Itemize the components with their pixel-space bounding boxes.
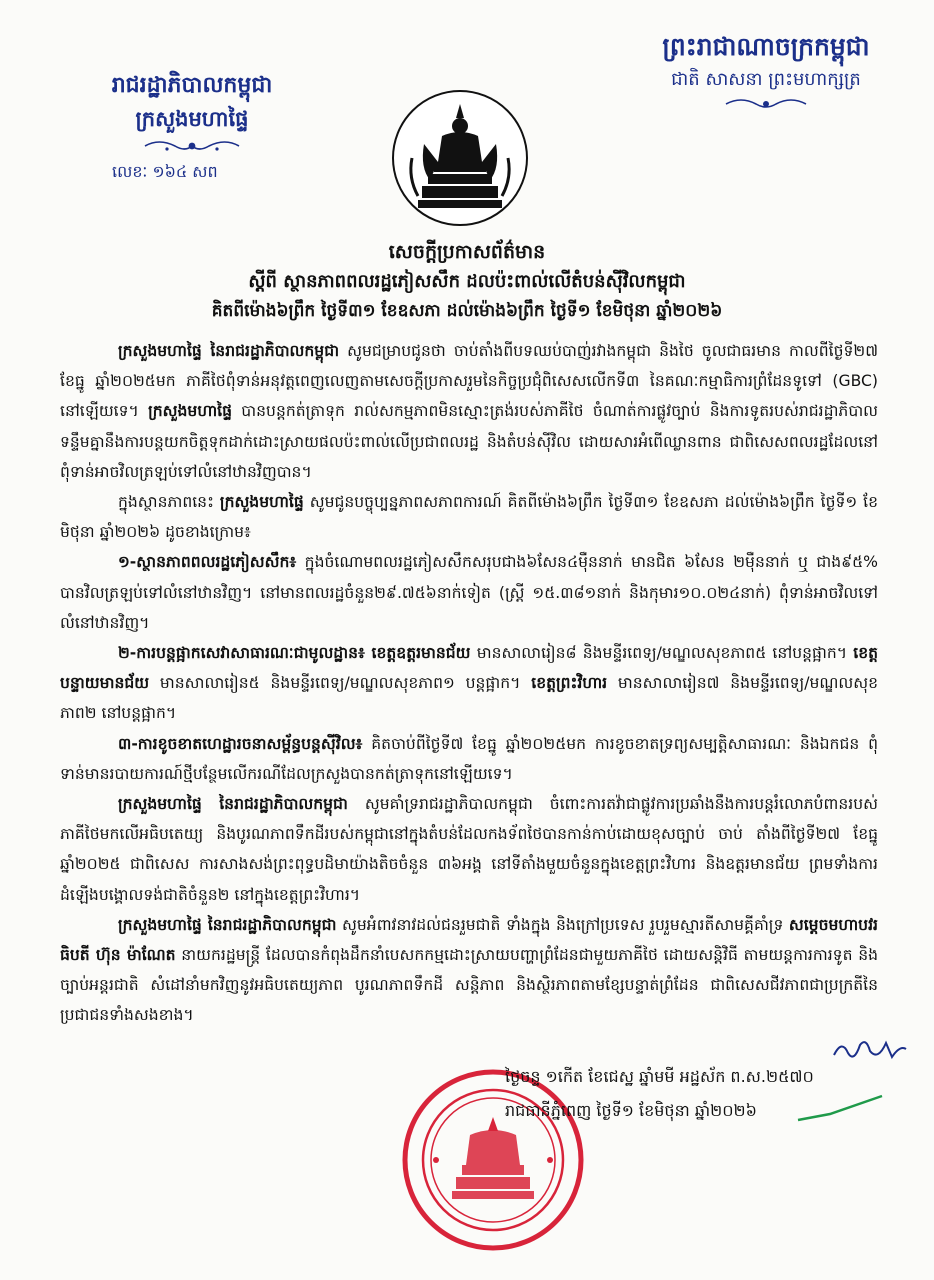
lunar-date: ថ្ងៃចន្ទ ១កើត ខែជេស្ឋ ឆ្នាំមមី អដ្ឋស័ក ព.ស.២៥៧០ — [505, 1067, 814, 1086]
ornament-icon — [137, 136, 247, 156]
reference-label: លេខៈ — [112, 162, 148, 181]
kingdom-header — [646, 30, 886, 116]
document-title: សេចក្តីប្រកាសព័ត៌មាន — [388, 241, 546, 263]
paragraph-protest: ក្រសួងមហាផ្ទៃ នៃរាជរដ្ឋាភិបាលកម្ពុជា សូមគាំទ្ររាជរដ្ឋាភិបាលកម្ពុជា ចំពោះការតវ៉ាជាផ្លូវការប្រឆាំងនឹងការបន្តរំលោភបំពានរបស់ភាគីថៃមកលើអធិបតេយ្យ និងបូរណភាពទឹកដីរបស់កម្ពុជានៅក្នុងតំបន់ដែលកងទ័ពថៃបានកាន់កាប់ដោយខុសច្បាប់ ចាប់ តាំងពីថ្ងៃទី២៧ ខែធ្នូ ឆ្នាំ២០២៥ ជាពិសេស ការសាងសង់ព្រះពុទ្ធបដិមាយ៉ាងតិចចំនួន ៣៦អង្គ នៅទីតាំងមួយចំនួនក្នុងខេត្តព្រះវិហារ និងឧត្តរមានជ័យ ព្រមទាំងការដំឡើងបង្គោលទង់ជាតិចំនួន២ នៅក្នុងខេត្តព្រះវិហារ។ — [60, 795, 878, 904]
paragraph-displaced: ១-ស្ថានភាពពលរដ្ឋភៀសសឹក៖ ក្នុងចំណោមពលរដ្ឋភៀសសឹកសរុបជាង៦សែន៤ម៉ឺននាក់ មានជិត ៦សែន ២ម៉ឺននាក់ ឬ ជាង៩៥% បានវិលត្រឡប់ទៅលំនៅឋានវិញ។ នៅមានពលរដ្ឋចំនួន២៩.៧៥៦នាក់ទៀត (ស្ត្រី ១៥.៣៨១នាក់ និងកុមារ១០.០២៤នាក់) ពុំទាន់អាចវិលទៅលំនៅឋានវិញ។ — [60, 553, 878, 632]
paragraph-update: ក្នុងស្ថានភាពនេះ ក្រសួងមហាផ្ទៃ សូមជូនបច្ចុប្បន្នភាពសភាពការណ៍ គិតពីម៉ោង៦ព្រឹក ថ្ងៃទី៣១ ខែឧសភា ដល់ម៉ោង៦ព្រឹក ថ្ងៃទី១ ខែមិថុនា ឆ្នាំ២០២៦ ដូចខាងក្រោម៖ — [60, 493, 879, 542]
paragraph-intro: ក្រសួងមហាផ្ទៃ នៃរាជរដ្ឋាភិបាលកម្ពុជា សូមជម្រាបជូនថា ចាប់តាំងពីបទឈប់បាញ់រវាងកម្ពុជា និងថៃ ចូលជាធរមាន កាលពីថ្ងៃទី២៧ ខែធ្នូ ឆ្នាំ២០២៥មក ភាគីថៃពុំទាន់អនុវត្តពេញលេញតាមសេចក្តីប្រកាសរួមនៃកិច្ចប្រជុំពិសេសលើកទី៣ នៃគណៈកម្មាធិការព្រំដែនទូទៅ (GBC) នៅឡើយទេ។ ក្រសួងមហាផ្ទៃ បានបន្តកត់ត្រាទុក រាល់សកម្មភាពមិនស្មោះត្រង់របស់ភាគីថៃ ចំណាត់ការផ្លូវច្បាប់ និងការទូតរបស់រាជរដ្ឋាភិបាល ទន្ទឹមគ្នានឹងការបន្តយកចិត្តទុកដាក់ដោះស្រាយផលប៉ះពាល់លើប្រជាពលរដ្ឋ និងតំបន់ស៊ីវិល ដោយសារអំពើឈ្លានពាន ជាពិសេសពលរដ្ឋដែលនៅពុំទាន់អាចវិលត្រឡប់ទៅលំនៅឋានវិញបាន។ — [60, 342, 879, 481]
document-date — [505, 1060, 865, 1128]
royal-emblem-icon — [390, 88, 530, 228]
reference-value: ១៦៤ សព — [152, 162, 218, 181]
paragraph-services: ២-ការបន្តផ្អាកសេវាសាធារណៈជាមូលដ្ឋាន៖ ខេត្តឧត្តរមានជ័យ មានសាលារៀន៨ និងមន្ទីរពេទ្យ/មណ្ឌលសុខភាព៥ នៅបន្តផ្អាក។ ខេត្តបន្ទាយមានជ័យ មានសាលារៀន៥ និងមន្ទីរពេទ្យ/មណ្ឌលសុខភាព១ បន្តផ្អាក។ ខេត្តព្រះវិហារ មានសាលារៀន៧ និងមន្ទីរពេទ្យ/មណ្ឌលសុខភាព២ នៅបន្តផ្អាក។ — [60, 644, 879, 723]
ministry-name: ក្រសួងមហាផ្ទៃ — [135, 107, 249, 131]
reference-number — [72, 158, 312, 186]
paragraph-appeal: ក្រសួងមហាផ្ទៃ នៃរាជរដ្ឋាភិបាលកម្ពុជា សូមអំពាវនាវដល់ជនរួមជាតិ ទាំងក្នុង និងក្រៅប្រទេស រួបរួមស្មារតីសាមគ្គីគាំទ្រ សម្តេចមហាបវរធិបតី ហ៊ុន ម៉ាណែត នាយករដ្ឋមន្ត្រី ដែលបានកំពុងដឹកនាំបេសកកម្មដោះស្រាយបញ្ហាព្រំដែនជាមួយភាគីថៃ ដោយសន្តិវិធី តាមយន្តការការទូត និងច្បាប់អន្តរជាតិ សំដៅនាំមកវិញនូវអធិបតេយ្យភាព បូរណភាពទឹកដី សន្តិភាព និងស្ថិរភាពតាមខ្សែបន្ទាត់ព្រំដែន ជាពិសេសជីវភាពជាប្រក្រតីនៃប្រជាជនទាំងសងខាង។ — [60, 915, 878, 1025]
document-heading — [40, 238, 894, 325]
kingdom-title: ព្រះរាជាណាចក្រកម្ពុជា — [662, 32, 870, 61]
ornament-icon — [721, 96, 811, 112]
kingdom-motto: ជាតិ សាសនា ព្រះមហាក្សត្រ — [671, 69, 861, 90]
document-body — [60, 336, 878, 1031]
paragraph-damage: ៣-ការខូចខាតហេដ្ឋារចនាសម្ព័ន្ធបន្តស៊ីវិល៖ គិតចាប់ពីថ្ងៃទី៧ ខែធ្នូ ឆ្នាំ២០២៥មក ការខូចខាតទ្រព្យសម្បត្តិសាធារណៈ និងឯកជន ពុំទាន់មានរបាយការណ៍ថ្មីបន្ថែមលើករណីដែលក្រសួងបានកត់ត្រាទុកនៅឡើយទេ។ — [60, 734, 878, 783]
document-period: គិតពីម៉ោង៦ព្រឹក ថ្ងៃទី៣១ ខែឧសភា ដល់ម៉ោង៦ព្រឹក ថ្ងៃទី១ ខែមិថុនា ឆ្នាំ២០២៦ — [211, 301, 723, 321]
government-name: រាជរដ្ឋាភិបាលកម្ពុជា — [111, 73, 273, 98]
ministry-header — [72, 70, 312, 186]
document-subject: ស្តីពី ស្ថានភាពពលរដ្ឋភៀសសឹក ដលប៉ះពាល់លើតំបន់ស៊ីវិលកម្ពុជា — [248, 271, 686, 292]
place-and-date: រាជធានីភ្នំពេញ ថ្ងៃទី១ ខែមិថុនា ឆ្នាំ២០២៦ — [505, 1101, 757, 1120]
